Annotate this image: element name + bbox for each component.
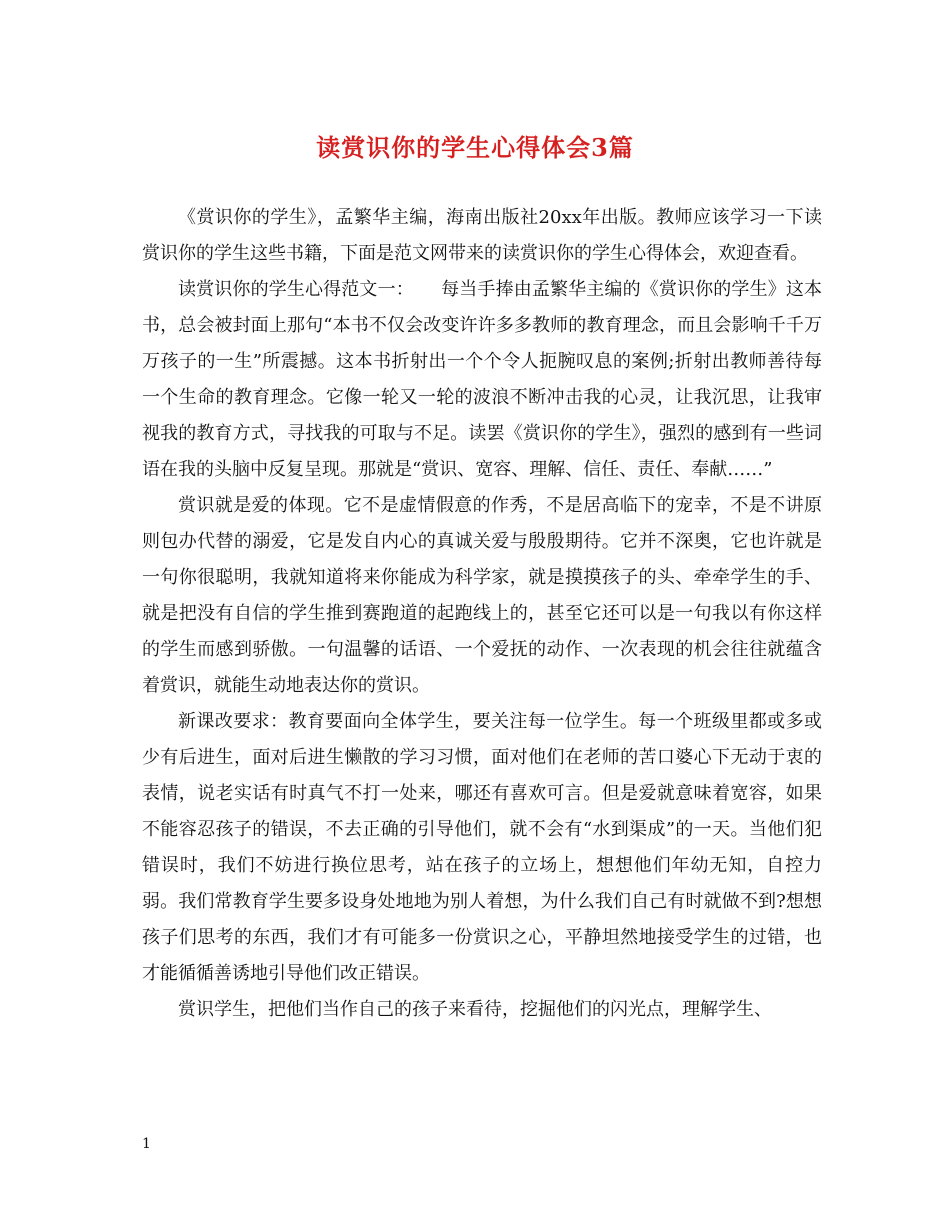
paragraph-sample-one: 读赏识你的学生心得范文一： 每当手捧由孟繁华主编的《赏识你的学生》这本书，总会被封面上那句“本书不仅会改变许许多多教师的教育理念，而且会影响千千万万孩子的一生”所震撼。这本书折射出一个个令人扼腕叹息的案例;折射出教师善待每一个生命的教育理念。它像一轮又一轮的波浪不断冲击我的心灵，让我沉思，让我审视我的教育方式，寻找我的可取与不足。读罢《赏识你的学生》，强烈的感到有一些词语在我的头脑中反复呈现。那就是“赏识、宽容、理解、信任、责任、奉献……” bbox=[142, 279, 822, 480]
document-title: 读赏识你的学生心得体会3篇 bbox=[316, 133, 634, 162]
paragraph-appreciation-love: 赏识就是爱的体现。它不是虚情假意的作秀，不是居高临下的宠幸，不是不讲原则包办代替的溺爱，它是发自内心的真诚关爱与殷殷期待。它并不深奥，它也许就是一句你很聪明，我就知道将来你能成为科学家，就是摸摸孩子的头、牵牵学生的手、就是把没有自信的学生推到赛跑道的起跑线上的，甚至它还可以是一句我以有你这样的学生而感到骄傲。一句温馨的话语、一个爱抚的动作、一次表现的机会往往就蕴含着赏识，就能生动地表达你的赏识。 bbox=[142, 495, 822, 696]
page-number: 1 bbox=[142, 1136, 151, 1152]
paragraph-intro: 《赏识你的学生》，孟繁华主编，海南出版社20xx年出版。教师应该学习一下读赏识你的学生这些书籍，下面是范文网带来的读赏识你的学生心得体会，欢迎查看。 bbox=[142, 207, 822, 264]
paragraph-appreciate-students: 赏识学生，把他们当作自己的孩子来看待，挖掘他们的闪光点，理解学生、 bbox=[178, 999, 772, 1020]
document-body bbox=[142, 200, 822, 1028]
paragraph-curriculum-reform: 新课改要求：教育要面向全体学生，要关注每一位学生。每一个班级里都或多或少有后进生，面对后进生懒散的学习习惯，面对他们在老师的苦口婆心下无动于衷的表情，说老实话有时真气不打一处来，哪还有喜欢可言。但是爱就意味着宽容，如果不能容忍孩子的错误，不去正确的引导他们，就不会有“水到渠成”的一天。当他们犯错误时，我们不妨进行换位思考，站在孩子的立场上，想想他们年幼无知，自控力弱。我们常教育学生要多设身处地地为别人着想，为什么我们自己有时就做不到?想想孩子们思考的东西，我们才有可能多一份赏识之心，平静坦然地接受学生的过错，也才能循循善诱地引导他们改正错误。 bbox=[142, 711, 822, 984]
